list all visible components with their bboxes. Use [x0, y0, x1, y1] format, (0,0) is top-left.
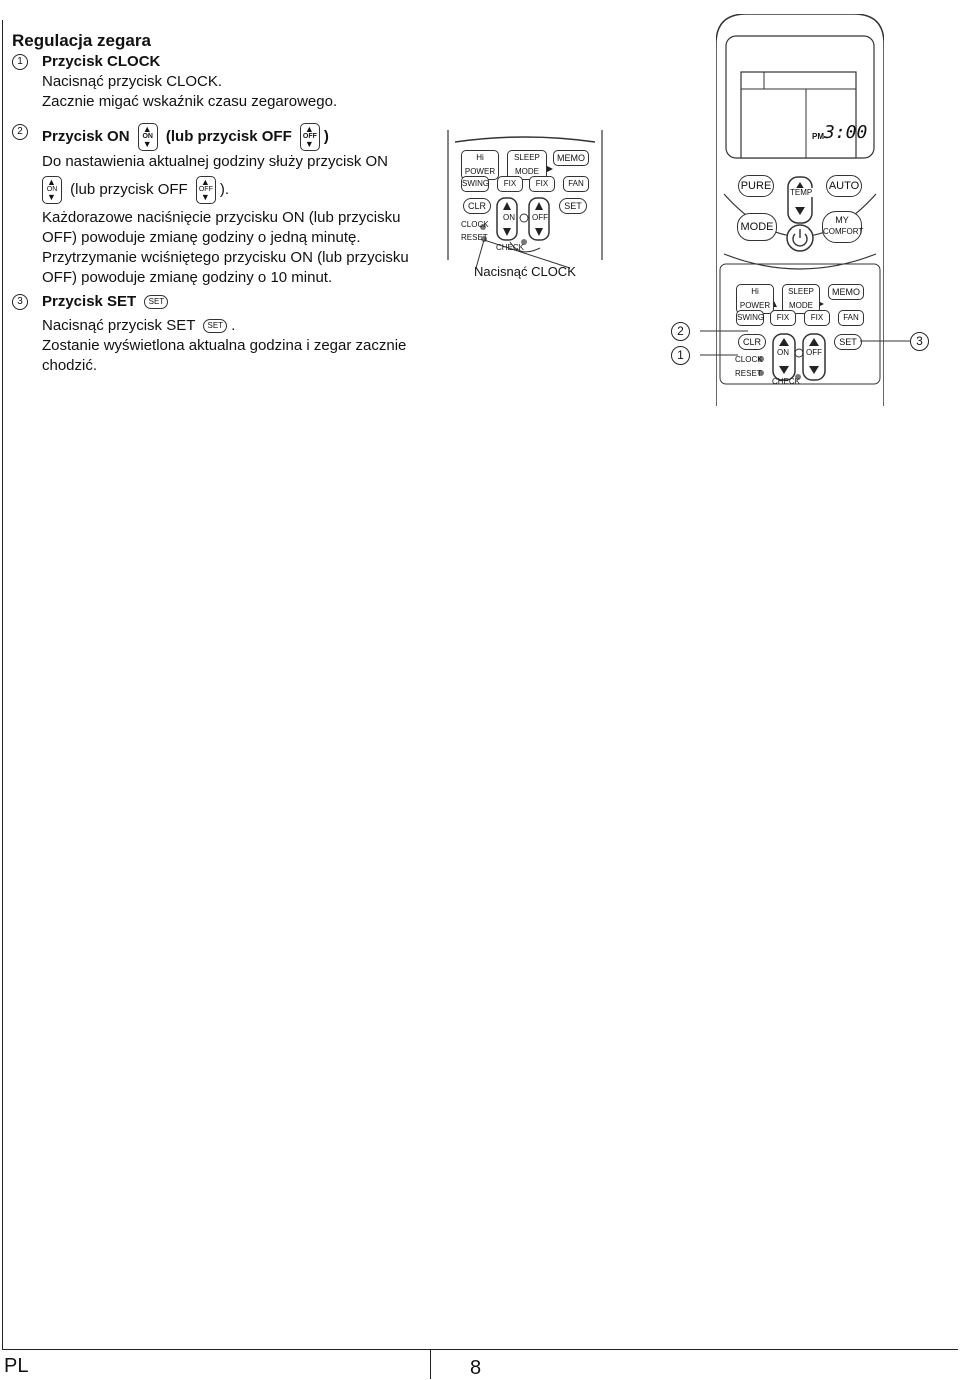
swing-button[interactable]: SWING	[461, 176, 489, 192]
step-1-number: 1	[12, 54, 28, 70]
step-2-p1-cont	[42, 172, 432, 208]
step-1-title: Przycisk CLOCK	[42, 53, 161, 70]
step-1-line1: Nacisnąć przycisk CLOCK.	[42, 73, 223, 90]
sleep-mode-button-full[interactable]: SLEEP MODE	[782, 284, 820, 314]
off-label-full: OFF	[806, 348, 822, 357]
set-button[interactable]: SET	[559, 198, 587, 214]
clr-button[interactable]: CLR	[463, 198, 491, 214]
step-3-title-row	[42, 292, 432, 312]
step-2-title	[42, 122, 432, 152]
fan-button-full[interactable]: FAN	[838, 310, 864, 326]
power-icon[interactable]	[787, 225, 813, 251]
hi-power-button-full[interactable]: Hi POWER	[736, 284, 774, 314]
clock-label: CLOCK	[461, 220, 489, 229]
step-3-line1b: .	[231, 317, 236, 334]
on-label-full: ON	[777, 348, 789, 357]
sleep-mode-button[interactable]: SLEEP MODE	[507, 150, 547, 180]
marker-1: 1	[671, 346, 690, 365]
fix-button-full-2[interactable]: FIX	[804, 310, 830, 326]
fix-button-2[interactable]: FIX	[529, 176, 555, 192]
page-frame-divider	[430, 1349, 431, 1379]
step-3-line2: Zostanie wyświetlona aktualna godzina i zegar zacznie chodzić.	[42, 337, 407, 374]
step-1	[12, 52, 432, 112]
marker-2: 2	[671, 322, 690, 341]
footer-language: PL	[4, 1355, 29, 1377]
step-3-line1-row	[42, 316, 432, 336]
fan-button[interactable]: FAN	[563, 176, 589, 192]
step-2-p1b: (lub przycisk OFF	[70, 181, 188, 198]
hi-power-button[interactable]: Hi POWER	[461, 150, 499, 180]
temp-label: TEMP	[790, 188, 813, 197]
reset-label-full: RESET	[735, 369, 762, 378]
off-key-icon: ▲ OFF ▼	[196, 176, 216, 204]
step-2-title-b: (lub przycisk OFF	[165, 128, 292, 145]
memo-button-full[interactable]: MEMO	[828, 284, 864, 300]
step-2-title-a: Przycisk ON	[42, 128, 130, 145]
check-label-full: CHECK	[772, 377, 801, 386]
step-3-title: Przycisk SET	[42, 293, 137, 310]
step-3-line1: Nacisnąć przycisk SET	[42, 317, 196, 334]
set-key-icon: SET	[144, 295, 168, 309]
pure-button[interactable]: PURE	[738, 175, 774, 197]
clock-label-full: CLOCK	[735, 355, 763, 364]
step-2	[12, 122, 432, 288]
mode-button[interactable]: MODE	[737, 213, 777, 241]
step-2-p2: Każdorazowe naciśnięcie przycisku ON (lub przycisku OFF) powoduje zmianę godziny o jedną minutę.	[42, 209, 401, 246]
off-key-icon: ▲ OFF ▼	[300, 123, 320, 151]
step-3	[12, 292, 432, 376]
check-label: CHECK	[496, 243, 525, 252]
on-key-icon: ▲ ON ▼	[42, 176, 62, 204]
step-2-p1: Do nastawienia aktualnej godziny służy przycisk ON	[42, 153, 388, 170]
my-comfort-button[interactable]: MY COMFORT	[822, 211, 862, 243]
on-key-icon: ▲ ON ▼	[138, 123, 158, 151]
page-frame-bottom	[2, 1349, 958, 1350]
fix-button-full-1[interactable]: FIX	[770, 310, 796, 326]
clr-button-full[interactable]: CLR	[738, 334, 766, 350]
step-2-title-c: )	[323, 128, 329, 145]
step-2-p3: Przytrzymanie wciśniętego przycisku ON (lub przycisku OFF) powoduje zmianę godziny o 10 minut.	[42, 249, 409, 286]
footer-page-number: 8	[470, 1357, 482, 1379]
reset-label: RESET	[461, 233, 488, 242]
press-clock-caption: Nacisnąć CLOCK	[474, 264, 576, 279]
display-pm: PM	[812, 132, 824, 141]
memo-button[interactable]: MEMO	[553, 150, 589, 166]
set-key-icon: SET	[203, 319, 227, 333]
section-title: Regulacja zegara	[12, 31, 151, 50]
callout-lines	[688, 320, 928, 360]
page-frame-left	[2, 20, 3, 1350]
fix-button-1[interactable]: FIX	[497, 176, 523, 192]
step-1-line2: Zacznie migać wskaźnik czasu zegarowego.	[42, 93, 338, 110]
display-time: 3:00	[824, 122, 868, 143]
set-button-full[interactable]: SET	[834, 334, 862, 350]
auto-button[interactable]: AUTO	[826, 175, 862, 197]
off-label: OFF	[532, 213, 548, 222]
marker-3: 3	[910, 332, 929, 351]
on-label: ON	[503, 213, 515, 222]
instructions-column	[12, 30, 432, 376]
step-2-p1c: ).	[219, 181, 230, 198]
step-2-number: 2	[12, 124, 28, 140]
swing-button-full[interactable]: SWING	[736, 310, 764, 326]
step-3-number: 3	[12, 294, 28, 310]
